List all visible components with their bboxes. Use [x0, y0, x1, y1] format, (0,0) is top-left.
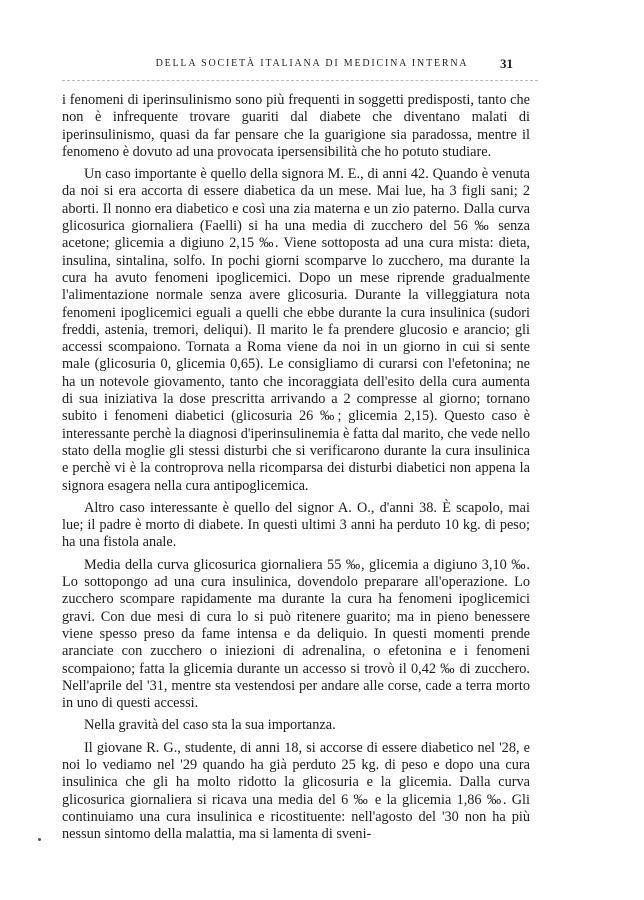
- paragraph: i fenomeni di iperinsulinismo sono più frequenti in soggetti predisposti, tanto che non è infrequente trovare guariti dal diabete che diventano malati di iperinsulinismo, quasi da far pensare che la guarigione sia paradossa, mentre il fenomeno è dovuto ad una provocata ipersensibilità che ho potuto studiare.: [62, 92, 530, 160]
- header-rule: [62, 80, 538, 81]
- paragraph: Il giovane R. G., studente, di anni 18, si accorse di essere diabetico nel '28, e noi lo vediamo nel '29 quando ha già perduto 25 kg. di peso e dopo una cura insulinica che gli ha molto ridotto la glicosuria e la glicemia. Dalla curva glicosurica giornaliera si ricava una media del 6 ‰ e la glicemia 1,86 ‰. Gli continuiamo una cura insulinica e ricostituente: nell'agosto del '30 non ha più nessun sintomo della malattia, ma si lamenta di sveni-: [62, 739, 530, 843]
- paragraph: Un caso importante è quello della signora M. E., di anni 42. Quando è venuta da noi si era accorta di essere diabetica da un mese. Mai lue, ha 3 figli sani; 2 aborti. Il nonno era diabetico e così una zia materna e un zio paterno. Dalla curva glicosurica giornaliera (Faelli) si ha una media di zucchero del 56 ‰ senza acetone; glicemia a digiuno 2,15 ‰. Viene sottoposta ad una cura mista: dieta, insulina, sintalina, solfo. In pochi giorni scomparve lo zucchero, ma durante la cura ha avuto fenomeni ipoglicemici. Dopo un mese riprende gradualmente l'alimentazione normale senza avere glicosuria. Durante la villeggiatura nota fenomeni ipoglicemici eguali a quelli che ebbe durante la cura insulinica (sudori freddi, astenia, tremori, deliqui). Il marito le fa prendere glucosio e arancio; gli accessi scompaiono. Tornata a Roma viene da noi in un giorno in cui si sente male (glicosuria 0, glicemia 0,65). Le consigliamo di curarsi con l'efetonina; ne ha un notevole giovamento, tanto che incoraggiata dell'esito della cura aumenta di sua iniziativa la dose prescritta arrivando a 2 compresse al giorno; tornano subito i fenomeni diabetici (glicosuria 26 ‰; glicemia 2,15). Questo caso è interessante perchè la diagnosi d'iperinsulinemia è fatta dal marito, che vede nello stato della moglie gli stessi disturbi che si verificarono durante la cura insulinica e perchè vi è la controprova nella ricomparsa dei disturbi diabetici non appena la signora esagera nella cura antipoglicemica.: [62, 166, 530, 494]
- paragraph: Altro caso interessante è quello del signor A. O., d'anni 38. È scapolo, mai lue; il padre è morto di diabete. In questi ultimi 3 anni ha perduto 10 kg. di peso; ha una fistola anale.: [62, 499, 530, 551]
- running-title: DELLA SOCIETÀ ITALIANA DI MEDICINA INTERNA: [155, 58, 469, 69]
- paragraph: Nella gravità del caso sta la sua importanza.: [84, 717, 336, 734]
- body-text: [62, 92, 530, 843]
- paragraph: Media della curva glicosurica giornaliera 55 ‰, glicemia a digiuno 3,10 ‰. Lo sottopongo ad una cura insulinica, dovendolo preparare all'operazione. Lo zucchero scompare rapidamente ma durante la cura ha fenomeni ipoglicemici gravi. Con due mesi di cura lo si può ritenere guarito; ma in pieno benessere viene spesso preso da fame intensa e da deliquio. In questi momenti prende aranciate con zucchero o iniezioni di adrenalina, o efetonina e i fenomeni scompaiono; fatta la glicemia durante un accesso si trovò il 0,42 ‰ di zucchero. Nell'aprile del '31, mentre sta vestendosi per andare alle corse, cade a terra morto in uno di questi accessi.: [62, 556, 530, 712]
- print-speck: [38, 838, 41, 841]
- page-number: 31: [500, 56, 513, 71]
